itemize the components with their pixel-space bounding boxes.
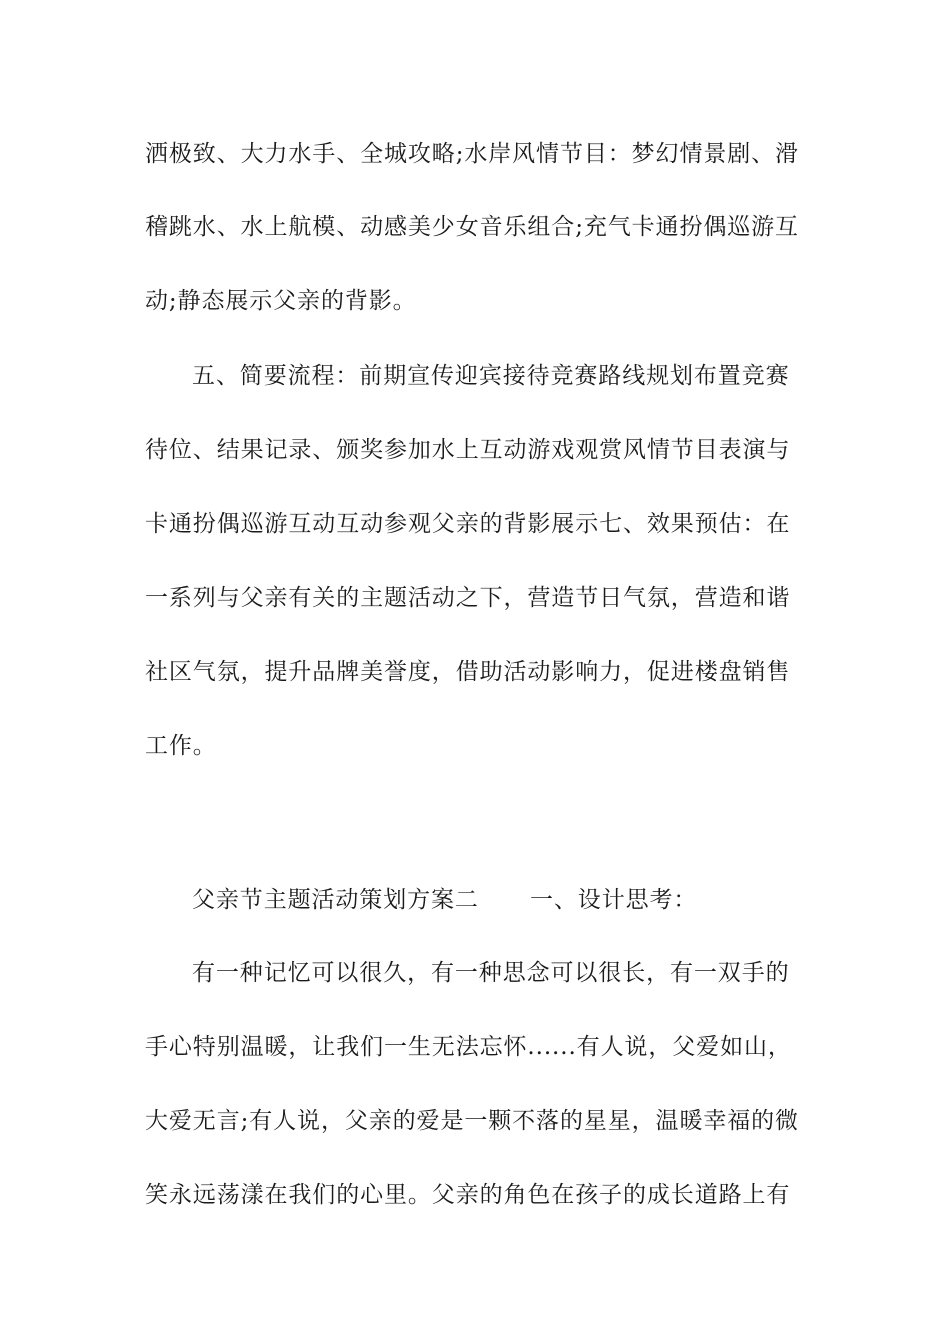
paragraph-3-line-4: 笑永远荡漾在我们的心里。父亲的角色在孩子的成长道路上有 bbox=[145, 1182, 791, 1208]
paragraph-3-line-1: 有一种记忆可以很久，有一种思念可以很长，有一双手的 bbox=[192, 960, 790, 986]
paragraph-2-line-3: 卡通扮偶巡游互动互动参观父亲的背影展示七、效果预估：在 bbox=[145, 511, 791, 537]
paragraph-2-line-4: 一系列与父亲有关的主题活动之下，营造节日气氛，营造和谐 bbox=[145, 585, 791, 611]
paragraph-1-line-1: 洒极致、大力水手、全城攻略;水岸风情节目：梦幻情景剧、滑 bbox=[145, 141, 799, 167]
section-heading: 一、设计思考： bbox=[530, 887, 698, 913]
paragraph-1-line-3: 动;静态展示父亲的背影。 bbox=[145, 288, 417, 314]
paragraph-2-line-5: 社区气氛，提升品牌美誉度，借助活动影响力，促进楼盘销售 bbox=[145, 659, 791, 685]
paragraph-2-line-6: 工作。 bbox=[145, 733, 217, 759]
paragraph-3-line-3: 大爱无言;有人说，父亲的爱是一颗不落的星星，温暖幸福的微 bbox=[145, 1108, 799, 1134]
paragraph-2-line-1: 五、简要流程：前期宣传迎宾接待竞赛路线规划布置竞赛 bbox=[192, 363, 790, 389]
paragraph-3-line-2: 手心特别温暖，让我们一生无法忘怀......有人说，父爱如山， bbox=[145, 1034, 792, 1060]
section-title: 父亲节主题活动策划方案二 bbox=[192, 887, 479, 913]
paragraph-2-line-2: 待位、结果记录、颁奖参加水上互动游戏观赏风情节目表演与 bbox=[145, 437, 791, 463]
paragraph-1-line-2: 稽跳水、水上航模、动感美少女音乐组合;充气卡通扮偶巡游互 bbox=[145, 214, 799, 240]
